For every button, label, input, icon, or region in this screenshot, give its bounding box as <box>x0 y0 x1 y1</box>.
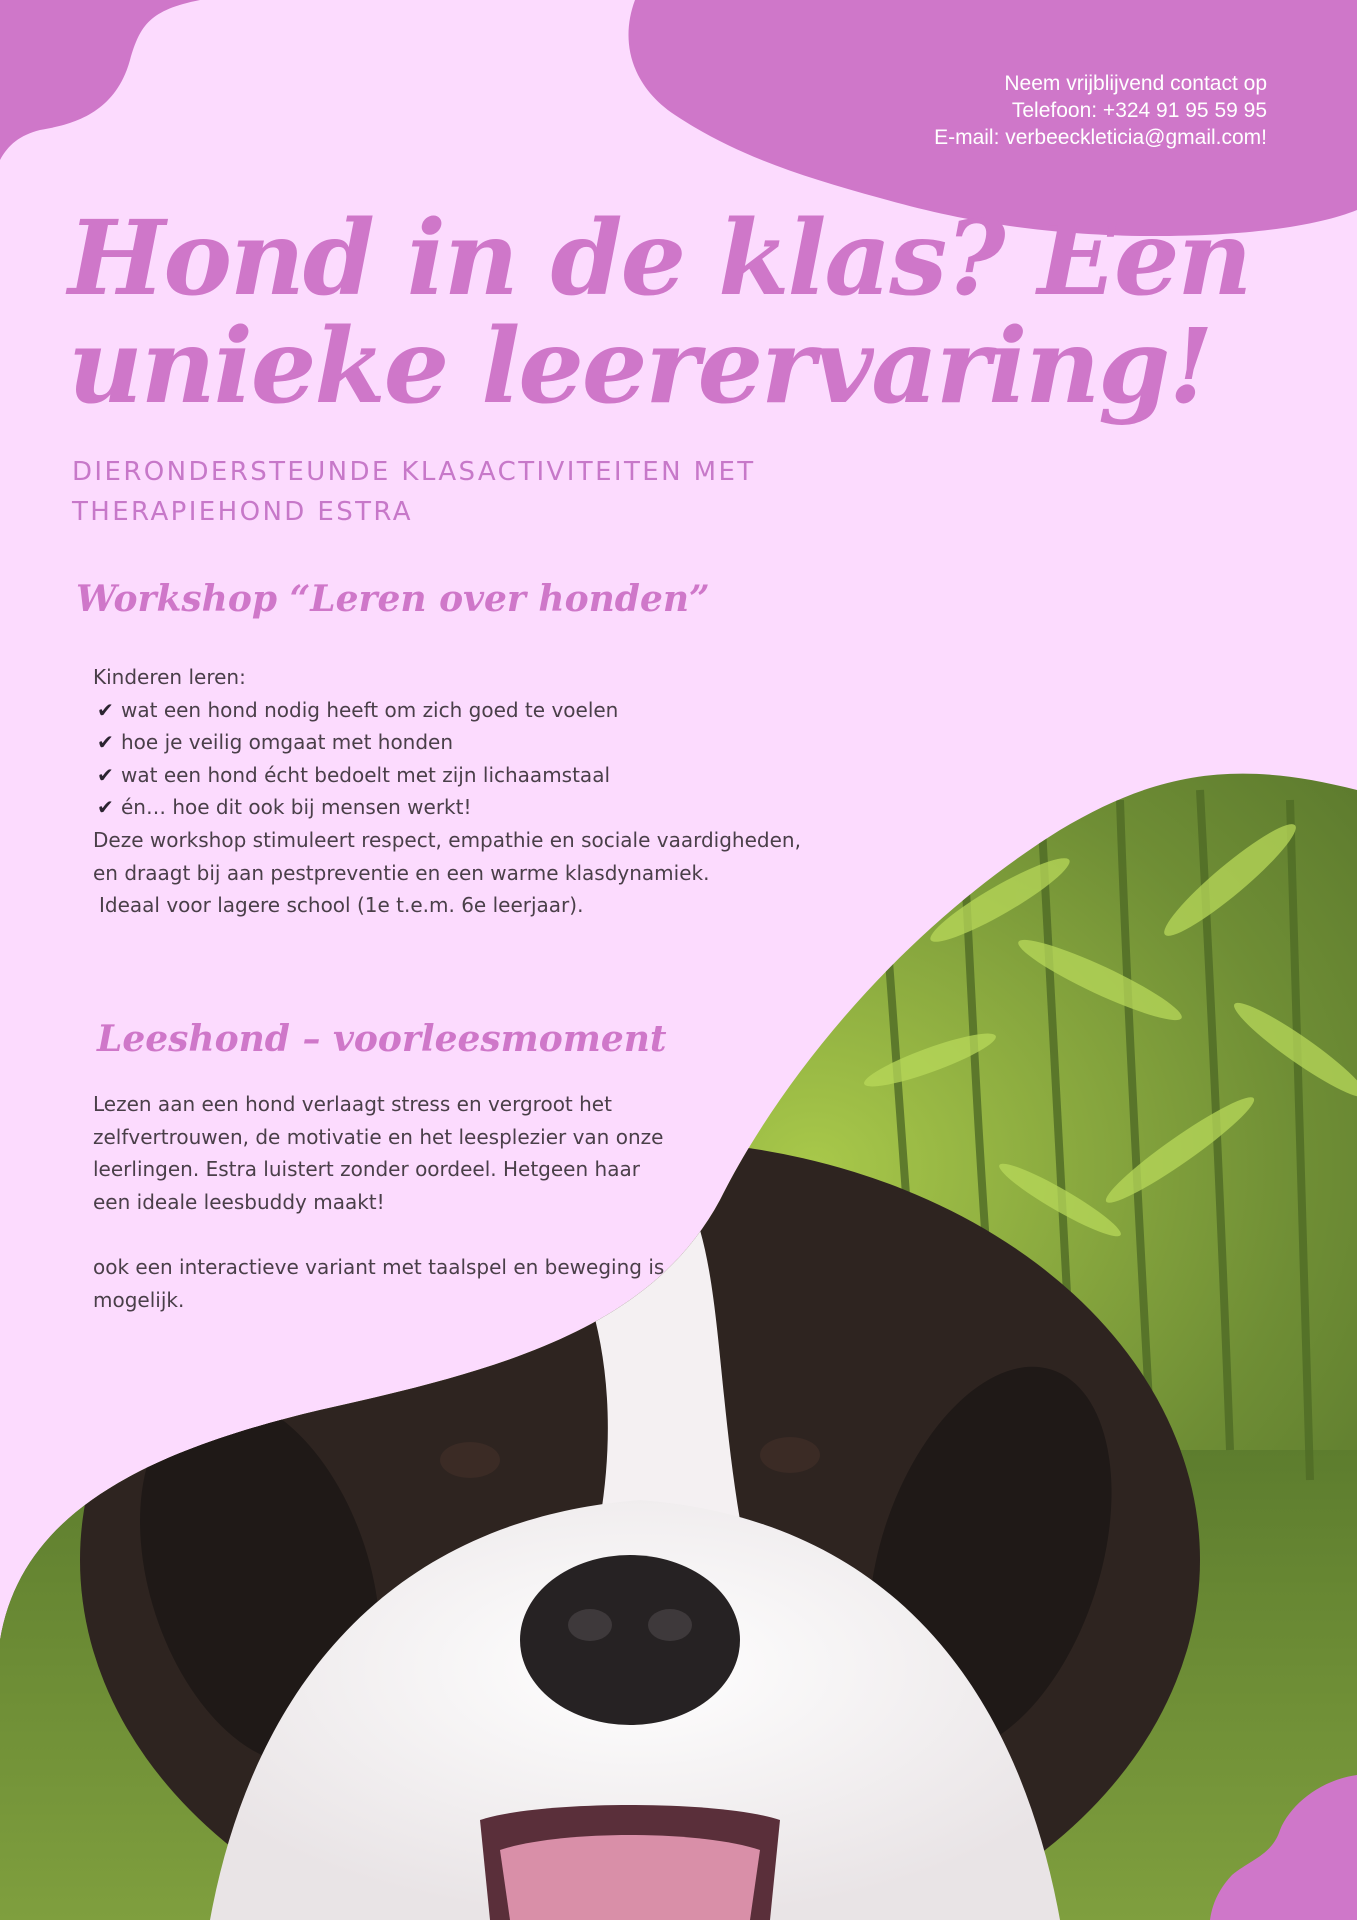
checkmark-icon: ✔ <box>97 697 114 722</box>
page-title-line-1: Hond in de klas? Een <box>68 198 1251 319</box>
leeshond-paragraph-line: een ideale leesbuddy maakt! <box>93 1189 385 1214</box>
leeshond-title: Leeshond – voorleesmoment <box>97 1018 667 1060</box>
contact-info <box>934 70 1267 151</box>
workshop-description-line: en draagt bij aan pestpreventie en een warme klasdynamiek. <box>93 860 710 885</box>
leeshond-paragraph-line: zelfvertrouwen, de motivatie en het leesplezier van onze <box>93 1124 664 1149</box>
workshop-check-text: hoe je veilig omgaat met honden <box>121 730 454 755</box>
page-title-line-2: unieke leerervaring! <box>68 306 1212 427</box>
dog-photo <box>0 760 1357 1920</box>
workshop-check-text: wat een hond nodig heeft om zich goed te voelen <box>121 697 619 722</box>
page-subtitle <box>72 452 756 532</box>
workshop-check-item <box>93 759 801 792</box>
workshop-check-text: én… hoe dit ook bij mensen werkt! <box>121 795 472 820</box>
leeshond-paragraph-line: ook een interactieve variant met taalspel en beweging is <box>93 1254 665 1279</box>
page-subtitle-line-2: THERAPIEHOND ESTRA <box>72 497 413 527</box>
checkmark-icon: ✔ <box>97 762 114 787</box>
leeshond-paragraph-line: mogelijk. <box>93 1287 185 1312</box>
page-title <box>68 198 1268 427</box>
paragraph-spacer <box>93 1218 664 1251</box>
workshop-body <box>93 661 801 922</box>
page-subtitle-line-1: DIERONDERSTEUNDE KLASACTIVITEITEN MET <box>72 457 756 487</box>
workshop-check-text: wat een hond écht bedoelt met zijn lichaamstaal <box>121 762 611 787</box>
top-left-blob <box>0 0 200 160</box>
contact-email[interactable]: E-mail: verbeeckleticia@gmail.com! <box>934 126 1267 149</box>
contact-intro: Neem vrijblijvend contact op <box>1004 72 1267 95</box>
contact-phone[interactable]: Telefoon: +324 91 95 59 95 <box>1011 99 1267 122</box>
leeshond-body <box>93 1088 664 1316</box>
leeshond-paragraph-line: leerlingen. Estra luistert zonder oordeel. Hetgeen haar <box>93 1157 640 1182</box>
workshop-description-line: Ideaal voor lagere school (1e t.e.m. 6e leerjaar). <box>99 893 584 918</box>
workshop-intro: Kinderen leren: <box>93 665 246 689</box>
workshop-description-line: Deze workshop stimuleert respect, empathie en sociale vaardigheden, <box>93 827 801 852</box>
workshop-check-item <box>93 791 801 824</box>
leeshond-paragraph-line: Lezen aan een hond verlaagt stress en vergroot het <box>93 1092 612 1116</box>
workshop-check-item <box>93 694 801 727</box>
checkmark-icon: ✔ <box>97 795 114 820</box>
workshop-title: Workshop “Leren over honden” <box>76 578 710 620</box>
checkmark-icon: ✔ <box>97 730 114 755</box>
workshop-check-item <box>93 726 801 759</box>
